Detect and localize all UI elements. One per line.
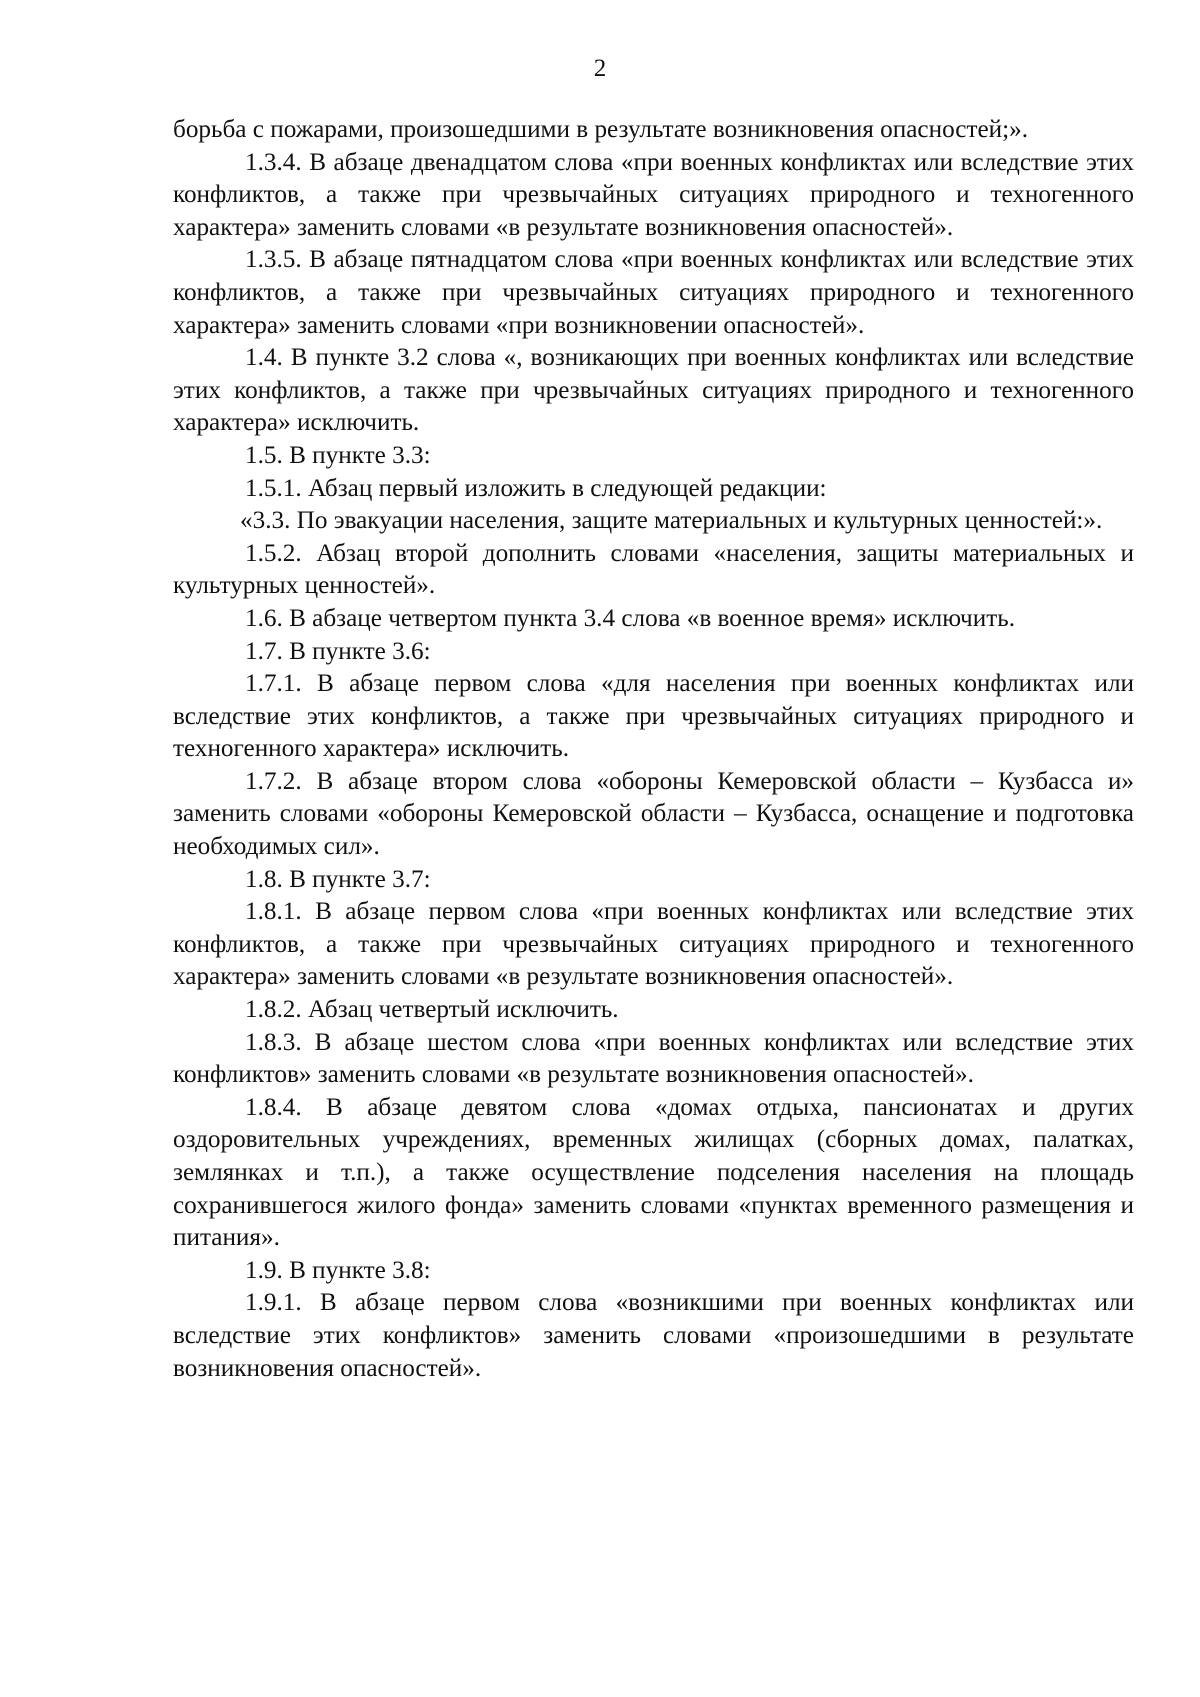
paragraph-1-5: 1.5. В пункте 3.3:: [245, 441, 431, 469]
paragraph-1-7: 1.7. В пункте 3.6:: [245, 637, 431, 665]
paragraph-1-6: 1.6. В абзаце четвертом пункта 3.4 слова «в военное время» исключить.: [245, 604, 1015, 632]
paragraph-1-9: 1.9. В пункте 3.8:: [245, 1256, 431, 1284]
paragraph-1-7-2: 1.7.2. В абзаце втором слова «обороны Кемеровской области – Кузбасса и» заменить словами «обороны Кемеровской области – Кузбасса, оснащение и подготовка необходимых сил».: [173, 767, 1134, 861]
paragraph-1-9-1: 1.9.1. В абзаце первом слова «возникшими при военных конфликтах или вследствие этих конфликтов» заменить словами «произошедшими в результате возникновения опасностей».: [173, 1289, 1134, 1382]
paragraph-1-8-4: 1.8.4. В абзаце девятом слова «домах отдыха, пансионатах и других оздоровительных учреждениях, временных жилищах (сборных домах, палатках, землянках и т.п.), а также осуществление подселения населения на площадь сохранившегося жилого фонда» заменить словами «пунктах временного размещения и питания».: [173, 1093, 1134, 1252]
paragraph-continuation: борьба с пожарами, произошедшими в результате возникновения опасностей;».: [173, 116, 1029, 143]
paragraph-1-5-2: 1.5.2. Абзац второй дополнить словами «населения, защиты материальных и культурных ценностей».: [173, 539, 1134, 600]
paragraph-1-7-1: 1.7.1. В абзаце первом слова «для населения при военных конфликтах или вследствие этих конфликтов, а также при чрезвычайных ситуациях природного и техногенного характера» исключить.: [173, 670, 1134, 763]
paragraph-1-8-2: 1.8.2. Абзац четвертый исключить.: [245, 996, 619, 1024]
paragraph-1-5-1: 1.5.1. Абзац первый изложить в следующей редакции:: [245, 474, 827, 502]
paragraph-1-8: 1.8. В пункте 3.7:: [245, 865, 431, 893]
paragraph-1-4: 1.4. В пункте 3.2 слова «, возникающих при военных конфликтах или вследствие этих конфликтов, а также при чрезвычайных ситуациях природного и техногенного характера» исключить.: [173, 344, 1134, 437]
paragraph-1-3-5: 1.3.5. В абзаце пятнадцатом слова «при военных конфликтах или вследствие этих конфликтов, а также при чрезвычайных ситуациях природного и техногенного характера» заменить словами «при возникновении опасностей».: [173, 246, 1134, 339]
page-number: 2: [593, 55, 607, 82]
document-body: [173, 114, 1134, 1385]
paragraph-1-8-1: 1.8.1. В абзаце первом слова «при военных конфликтах или вследствие этих конфликтов, а также при чрезвычайных ситуациях природного и техногенного характера» заменить словами «в результате возникновения опасностей».: [173, 898, 1134, 991]
paragraph-1-8-3: 1.8.3. В абзаце шестом слова «при военных конфликтах или вследствие этих конфликтов» заменить словами «в результате возникновения опасностей».: [173, 1028, 1134, 1089]
paragraph-quote-3-3: «3.3. По эвакуации населения, защите материальных и культурных ценностей:».: [240, 507, 1103, 535]
paragraph-1-3-4: 1.3.4. В абзаце двенадцатом слова «при военных конфликтах или вследствие этих конфликтов, а также при чрезвычайных ситуациях природного и техногенного характера» заменить словами «в результате возникновения опасностей».: [173, 148, 1134, 241]
